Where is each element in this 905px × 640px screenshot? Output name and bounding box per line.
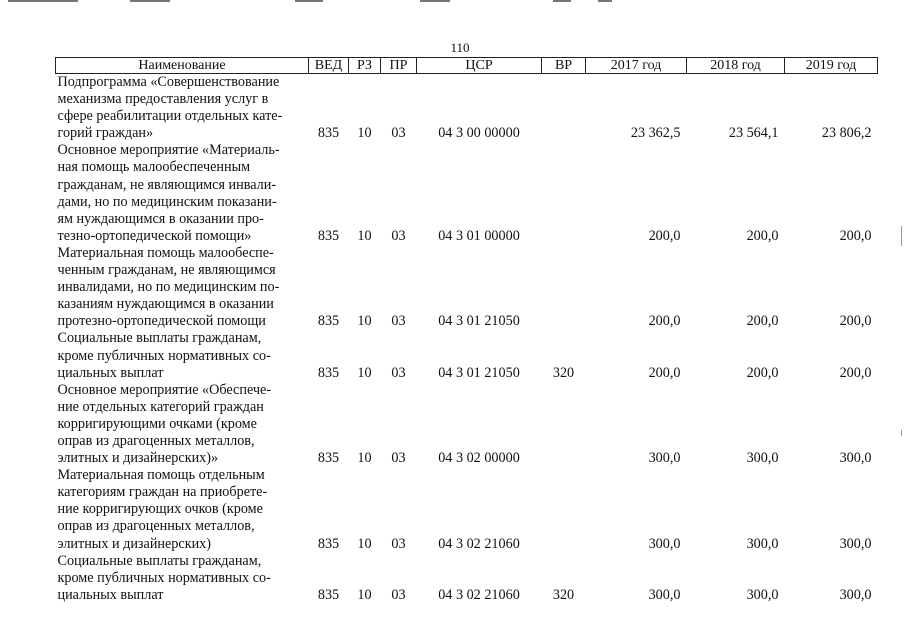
- row-2019: 300,0: [839, 450, 872, 467]
- row-vr: [542, 142, 586, 245]
- row-2017: 200,0: [648, 313, 681, 330]
- scan-edge-mark: [901, 226, 902, 246]
- row-name: Основное мероприятие «Материаль- ная помощь малообеспеченным гражданам, не являющимся инвали- дами, но по медицинским показани- ям нуждающимся в оказании про- тезно-ортопедической помощи»: [57, 142, 280, 244]
- row-2017: 300,0: [648, 450, 681, 467]
- row-2018: 23 564,1: [728, 125, 779, 142]
- row-name: Социальные выплаты гражданам, кроме публичных нормативных со- циальных выплат: [57, 552, 271, 603]
- row-2018: 200,0: [746, 364, 779, 381]
- table-row: [56, 142, 878, 245]
- row-vr: [542, 74, 586, 143]
- row-pr: 03: [391, 535, 406, 552]
- scan-mark: [8, 0, 78, 2]
- row-rz: 10: [357, 535, 372, 552]
- table-row: [56, 553, 878, 604]
- row-2019: 200,0: [839, 313, 872, 330]
- row-2017: 23 362,5: [630, 125, 681, 142]
- row-rz: 10: [357, 586, 372, 603]
- row-pr: 03: [391, 364, 406, 381]
- scan-mark: [295, 0, 323, 2]
- row-pr: 03: [391, 313, 406, 330]
- row-pr: 03: [391, 125, 406, 142]
- row-pr: 03: [391, 586, 406, 603]
- row-rz: 10: [357, 450, 372, 467]
- row-csr: 04 3 00 00000: [438, 125, 520, 142]
- table-row: [56, 382, 878, 467]
- row-ved: 835: [317, 313, 340, 330]
- row-vr: [542, 245, 586, 330]
- header-2018: 2018 год: [687, 58, 785, 74]
- page-number: 110: [450, 40, 470, 55]
- row-vr: 320: [552, 586, 575, 603]
- header-csr: ЦСР: [417, 58, 542, 74]
- row-name: Основное мероприятие «Обеспече- ние отдельных категорий граждан корригирующими очками (кроме оправ из драгоценных металлов, элитных и дизайнерских)»: [57, 381, 272, 467]
- table-row: [56, 467, 878, 552]
- row-2019: 23 806,2: [821, 125, 872, 142]
- row-csr: 04 3 01 21050: [438, 313, 520, 330]
- row-2018: 200,0: [746, 227, 779, 244]
- row-name: Социальные выплаты гражданам, кроме публичных нормативных со- циальных выплат: [57, 330, 271, 381]
- row-name: Материальная помощь малообеспе- ченным гражданам, не являющимся инвалидами, но по медицинским по- казаниям нуждающимся в оказании протезно-ортопедической помощи: [57, 244, 280, 330]
- scan-mark: [598, 0, 612, 2]
- row-2018: 300,0: [746, 586, 779, 603]
- row-ved: 835: [317, 535, 340, 552]
- row-pr: 03: [391, 450, 406, 467]
- scan-mark: [553, 0, 571, 2]
- row-name: Подпрограмма «Совершенствование механизма предоставления услуг в сфере реабилитации отдельных кате- горий граждан»: [57, 74, 283, 142]
- table-header: [56, 58, 878, 74]
- row-2019: 200,0: [839, 364, 872, 381]
- row-2017: 200,0: [648, 227, 681, 244]
- header-2017: 2017 год: [586, 58, 687, 74]
- row-vr: 320: [552, 364, 575, 381]
- row-csr: 04 3 01 21050: [438, 364, 520, 381]
- row-name: Материальная помощь отдельным категориям граждан на приобрете- ние корригирующих очков (кроме оправ из драгоценных металлов, элитных и дизайнерских): [57, 467, 268, 552]
- row-2017: 300,0: [648, 535, 681, 552]
- table-body: [56, 74, 878, 604]
- header-pr: ПР: [381, 58, 417, 74]
- scan-artifacts: [0, 0, 905, 8]
- row-csr: 04 3 02 00000: [438, 450, 520, 467]
- row-rz: 10: [357, 313, 372, 330]
- row-2018: 200,0: [746, 313, 779, 330]
- row-2019: 300,0: [839, 535, 872, 552]
- table-row: [56, 245, 878, 330]
- budget-table: [55, 57, 878, 604]
- header-rz: РЗ: [349, 58, 381, 74]
- row-2018: 300,0: [746, 535, 779, 552]
- header-2019: 2019 год: [785, 58, 878, 74]
- row-rz: 10: [357, 227, 372, 244]
- row-vr: [542, 382, 586, 467]
- header-name: Наименование: [56, 58, 309, 74]
- row-csr: 04 3 02 21060: [438, 535, 520, 552]
- row-ved: 835: [317, 586, 340, 603]
- row-ved: 835: [317, 227, 340, 244]
- row-ved: 835: [317, 364, 340, 381]
- table-row: [56, 74, 878, 143]
- row-csr: 04 3 02 21060: [438, 586, 520, 603]
- row-pr: 03: [391, 227, 406, 244]
- table-row: [56, 330, 878, 381]
- scan-edge-mark: [901, 430, 902, 436]
- row-2019: 300,0: [839, 586, 872, 603]
- row-csr: 04 3 01 00000: [438, 227, 520, 244]
- row-rz: 10: [357, 125, 372, 142]
- header-ved: ВЕД: [309, 58, 349, 74]
- row-rz: 10: [357, 364, 372, 381]
- row-2017: 200,0: [648, 364, 681, 381]
- row-2019: 200,0: [839, 227, 872, 244]
- row-2017: 300,0: [648, 586, 681, 603]
- row-2018: 300,0: [746, 450, 779, 467]
- scan-mark: [420, 0, 450, 2]
- row-vr: [542, 467, 586, 552]
- header-row: [56, 58, 878, 74]
- row-ved: 835: [317, 450, 340, 467]
- scan-mark: [130, 0, 170, 2]
- row-ved: 835: [317, 125, 340, 142]
- header-vr: ВР: [542, 58, 586, 74]
